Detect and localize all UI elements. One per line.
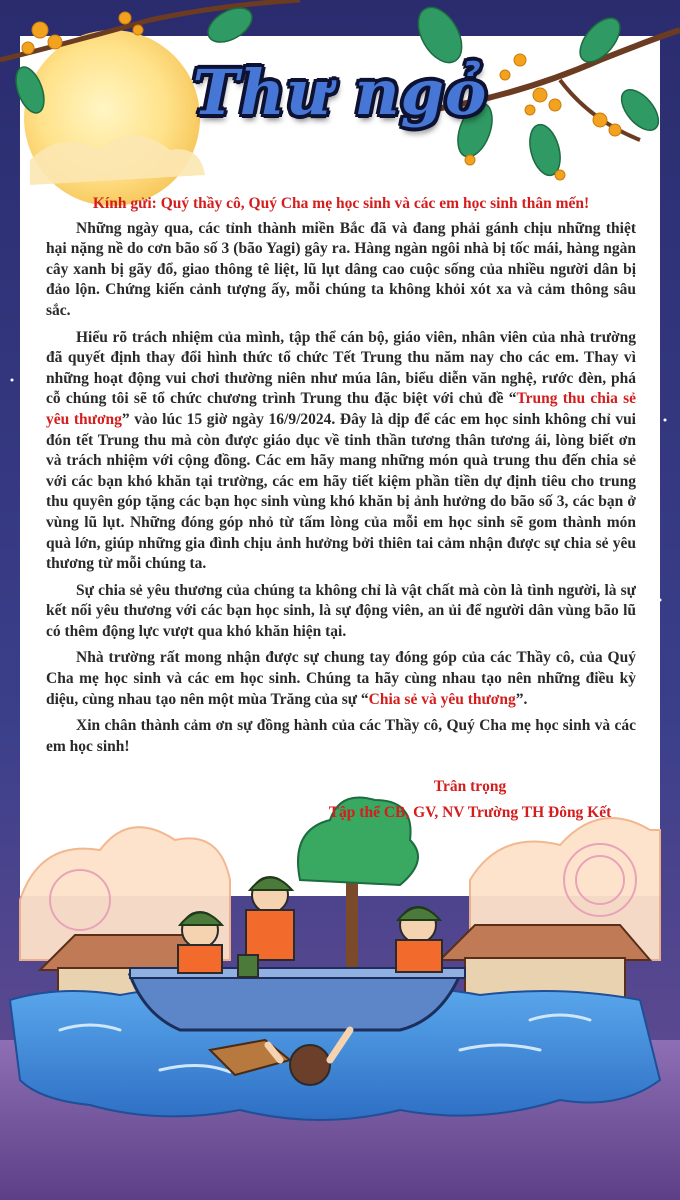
slogan: Chia sẻ và yêu thương: [368, 690, 516, 708]
paragraph-3: Sự chia sẻ yêu thương của chúng ta không chỉ là vật chất mà còn là tình người, là sự kết nối yêu thương với các bạn học sinh, là sự động viên, an ủi để người dân vùng bão lũ có thêm động lực vượt qua khó khăn hiện tại.: [46, 581, 636, 640]
rescue-boat: [130, 975, 460, 1030]
paragraph-4-text-end: ”.: [515, 690, 528, 708]
event-theme: Trung thu chia sẻ yêu thương: [46, 390, 636, 428]
letter-body: [46, 194, 636, 763]
paragraph-2: [46, 328, 636, 575]
paragraph-2-text: Hiểu rõ trách nhiệm của mình, tập thể cán bộ, giáo viên, nhân viên của nhà trường đã quyết định thay đổi hình thức tổ chức Tết Trung thu năm nay cho các em. Thay vì những hoạt động vui chơi thường niên như múa lân, biểu diễn văn nghệ, rước đèn, phá cỗ chúng tôi sẽ tổ chức chương trình Trung thu đặc biệt với chủ đề “: [46, 328, 636, 408]
paragraph-4-text: Nhà trường rất mong nhận được sự chung tay đóng góp của các Thầy cô, của Quý Cha mẹ học sinh và các em học sinh. Chúng ta hãy cùng nhau tạo nên những điều kỳ diệu, cùng nhau tạo nên một mùa Trăng của sự “: [46, 649, 636, 708]
soldier-right: [396, 907, 442, 972]
paragraph-1: Những ngày qua, các tỉnh thành miền Bắc đã và đang phải gánh chịu những thiệt hại nặng nề do cơn bão số 3 (bão Yagi) gây ra. Hàng ngàn ngôi nhà bị tốc mái, hàng ngàn cây xanh bị gãy đổ, giao thông tê liệt, lũ lụt dâng cao cuộc sống của nhiều người dân bị đảo lộn. Chứng kiến cảnh tượng ấy, mỗi chúng ta không khỏi xót xa và cảm thông sâu sắc.: [46, 219, 636, 319]
paragraph-5: Xin chân thành cảm ơn sự đồng hành của các Thầy cô, Quý Cha mẹ học sinh và các em học sinh!: [46, 717, 636, 755]
paragraph-2-text-end: ” vào lúc 15 giờ ngày 16/9/2024. Đây là dịp để các em học sinh không chỉ vui đón tết Trung thu mà còn được giáo dục về tinh thần tương thân tương ái, lòng biết ơn và trách nhiệm với cộng đồng. Các em hãy mang những món quà trung thu đến chia sẻ với các bạn khó khăn tại trường, các em hãy tiết kiệm phần tiền dự định tiêu cho trung thu quyên góp tặng các bạn học sinh vùng khó khăn bị ảnh hưởng do bão số 3, các bạn ở vùng lũ lụt. Những đóng góp nhỏ từ tấm lòng của mỗi em học sinh sẽ gom thành món quà lớn, giúp những gia đình chịu ảnh hưởng bởi thiên tai cảm nhận được sự chia sẻ yêu thương từ mỗi chúng ta.: [46, 410, 636, 573]
page-title: Thư ngỏ: [192, 56, 488, 129]
signer: Tập thể CB, GV, NV Trường TH Đông Kết: [328, 804, 612, 821]
closing: Trân trọng: [433, 778, 507, 795]
signature-block: [300, 774, 640, 826]
salutation: Kính gửi: Quý thầy cô, Quý Cha mẹ học sinh và các em học sinh thân mến!: [92, 195, 590, 212]
paragraph-4: [46, 648, 636, 710]
